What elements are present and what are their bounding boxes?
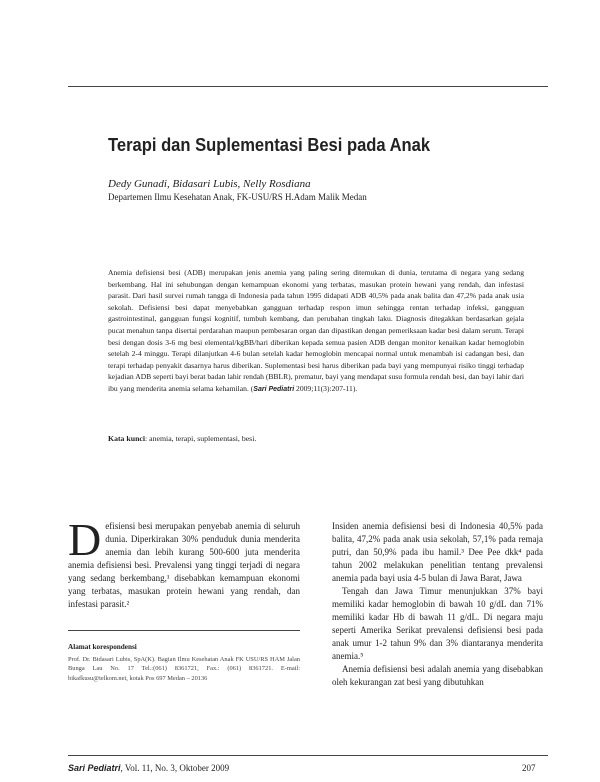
top-rule	[68, 86, 548, 87]
correspondence-text: Prof. Dr. Bidasari Lubis, SpA(K). Bagian Ilmu Kesehatan Anak FK USU/RS HAM Jalan Bunga Lau No. 17 Tel.:(061) 8361721, Fax.: (061) 8361721. E-mail: bikafkusu@telkom.net, kotak Pos 697 Medan – 20136	[68, 655, 300, 682]
correspondence-heading: Alamat korespondensi	[68, 643, 137, 651]
abstract-journal-name: Sari Pediatri	[253, 385, 295, 393]
footer-journal-name: Sari Pediatri	[68, 763, 121, 773]
article-affiliation: Departemen Ilmu Kesehatan Anak, FK-USU/RS H.Adam Malik Medan	[108, 192, 367, 202]
keywords-label: Kata kunci	[108, 434, 146, 443]
footer-issue: , Vol. 11, No. 3, Oktober 2009	[120, 763, 230, 773]
body-right-column	[332, 520, 543, 689]
abstract-citation: 2009;11(3):207-11).	[294, 383, 358, 393]
intro-text: efisiensi besi merupakan penyebab anemia di seluruh dunia. Diperkirakan 30% penduduk dunia menderita anemia dan lebih kurang 500-600 juta menderita anemia defisiensi besi. Prevalensi yang tinggi terjadi di negara yang sedang berkembang,¹ disebabkan kemampuan ekonomi yang terbatas, masukan protein hewani yang rendah, dan infestasi parasit.²	[68, 521, 300, 609]
correspondence-block	[68, 643, 300, 683]
keywords-text: : anemia, terapi, suplementasi, besi.	[145, 434, 257, 443]
article-title: Terapi dan Suplementasi Besi pada Anak	[108, 135, 431, 155]
right-paragraph-3: Anemia defisiensi besi adalah anemia yang disebabkan oleh kekurangan zat besi yang dibutuhkan	[332, 664, 543, 687]
abstract-text: Anemia defisiensi besi (ADB) merupakan jenis anemia yang paling sering ditemukan di dunia, terutama di negara yang sedang berkembang. Hal ini sehubungan dengan kemampuan ekonomi yang terbatas, masukan protein hewani yang rendah, dan infestasi parasit. Dari hasil survei rumah tangga di Indonesia pada tahun 1995 didapati ADB 40,5% pada anak balita dan 47,2% pada anak usia sekolah. Defisiensi besi dapat menyebabkan gangguan terhadap respon imun sehingga rentan terhadap infeksi, gangguan gastrointestinal, gangguan fungsi kognitif, tumbuh kembang, dan perubahan tingkah laku. Diagnosis ditegakkan berdasarkan gejala pucat menahun tanpa disertai perdarahan maupun pembesaran organ dan dipastikan dengan pemeriksaan kadar besi dalam serum. Terapi besi dengan dosis 3-6 mg besi elemental/kgBB/hari diberikan kepada semua pasien ADB dengan monitor kenaikan kadar hemoglobin setelah 2-4 minggu. Terapi dilanjutkan 4-6 bulan setelah kadar hemoglobin mencapai normal untuk menambah isi cadangan besi, dan terapi terhadap penyakit dasarnya harus diberikan. Suplementasi besi harus diberikan pada bayi yang mempunyai risiko tinggi terhadap kejadian ADB seperti bayi berat badan lahir rendah (BBLR), prematur, bayi yang mendapat susu formula rendah besi, dan bayi lahir dari ibu yang menderita anemia selama kehamilan. (	[108, 268, 524, 393]
intro-paragraph	[68, 514, 300, 611]
footer-journal-info	[68, 763, 229, 773]
page-number: 207	[522, 763, 536, 773]
correspondence-rule	[68, 630, 300, 631]
keywords	[108, 434, 256, 443]
drop-cap: D	[68, 514, 102, 565]
footer-rule	[68, 755, 548, 756]
right-paragraph-2: Tengah dan Jawa Timur menunjukkan 37% bayi memiliki kadar hemoglobin di bawah 10 g/dL dan 71% memiliki kadar Hb di bawah 11 g/dL. Di negara maju seperti Amerika Serikat prevalensi defisiensi besi pada anak umur 1-2 tahun 9% dan 3% diantaranya menderita anemia.⁵	[332, 586, 543, 661]
body-left-column	[68, 514, 300, 611]
right-paragraph-1: Insiden anemia defisiensi besi di Indonesia 40,5% pada balita, 47,2% pada anak usia sekolah, 57,1% pada remaja putri, dan 50,9% pada ibu hamil.³ Dee Pee dkk⁴ pada tahun 2002 melakukan penelitian tentang prevalensi anemia pada bayi usia 4-5 bulan di Jawa Barat, Jawa	[332, 521, 543, 583]
abstract	[108, 267, 524, 396]
article-authors: Dedy Gunadi, Bidasari Lubis, Nelly Rosdiana	[108, 178, 311, 190]
